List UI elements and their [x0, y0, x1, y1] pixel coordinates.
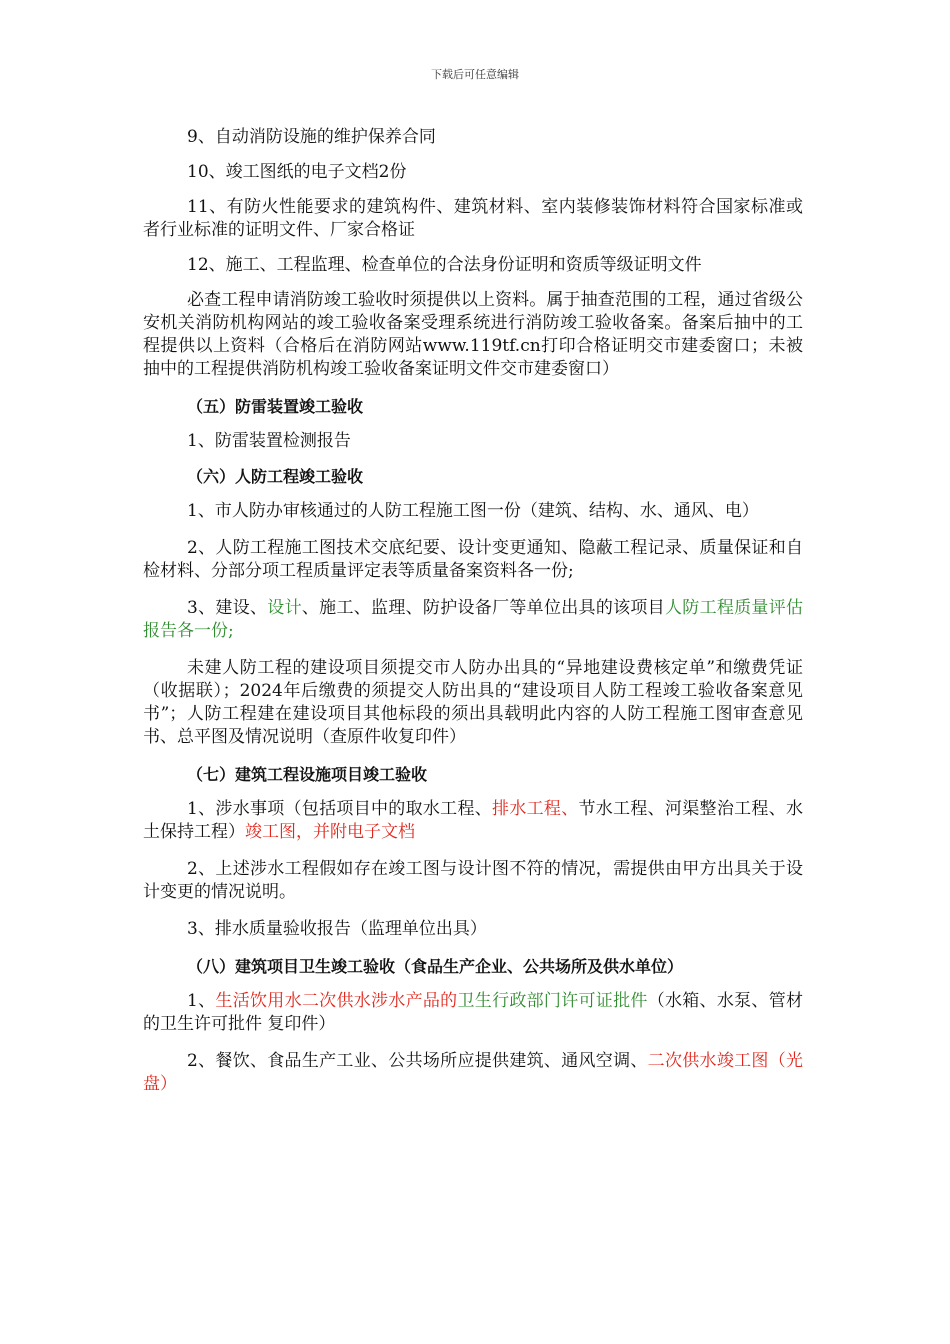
- document-body: [143, 126, 803, 1110]
- civil-defense-item-3-part-c: 、施工、监理、防护设备厂等单位出具的该项目: [301, 598, 665, 618]
- hygiene-item-2: [143, 1050, 803, 1096]
- facilities-item-3: 3、排水质量验收报告（监理单位出具）: [187, 919, 487, 939]
- hygiene-item-1-water: 生活饮用水二次供水涉水产品的: [215, 991, 458, 1011]
- fire-item-9: 9、自动消防设施的维护保养合同: [187, 127, 436, 147]
- lightning-heading: （五）防雷装置竣工验收: [187, 397, 364, 416]
- fire-item-12: 12、施工、工程监理、检查单位的合法身份证明和资质等级证明文件: [187, 255, 702, 275]
- hygiene-item-1: [143, 990, 803, 1036]
- hygiene-item-2-part-a: 2、餐饮、食品生产工业、公共场所应提供建筑、通风空调、: [187, 1051, 648, 1071]
- civil-defense-item-3: [143, 597, 803, 643]
- civil-defense-heading: （六）人防工程竣工验收: [187, 467, 364, 486]
- facilities-item-1-drainage: 排水工程、: [492, 799, 579, 819]
- facilities-heading: （七）建筑工程设施项目竣工验收: [187, 765, 428, 784]
- lightning-item-1: 1、防雷装置检测报告: [187, 431, 351, 451]
- civil-defense-item-3-report: 人防工程质量评估报告各一份;: [143, 598, 804, 641]
- facilities-item-1-part-c: 节水工程、河渠整治工程、水土保持工程）: [143, 799, 803, 842]
- civil-defense-item-3-design: 设计: [267, 598, 302, 618]
- page-header: 下载后可任意编辑: [431, 68, 519, 81]
- fire-item-10: 10、竣工图纸的电子文档2份: [187, 162, 407, 182]
- civil-defense-item-2: 2、人防工程施工图技术交底纪要、设计变更通知、隐蔽工程记录、质量保证和自检材料、分部分项工程质量评定表等质量备案资料各一份;: [143, 538, 803, 581]
- civil-defense-item-1: 1、市人防办审核通过的人防工程施工图一份（建筑、结构、水、通风、电）: [187, 501, 759, 521]
- hygiene-item-1-part-d: （水箱、水泵、管材的卫生许可批件 复印件）: [143, 991, 804, 1034]
- civil-defense-item-3-part-a: 3、建设、: [187, 598, 268, 618]
- hygiene-item-1-permit: 卫生行政部门许可证批件: [457, 991, 648, 1011]
- hygiene-item-1-part-a: 1、: [187, 991, 216, 1011]
- civil-defense-note: 未建人防工程的建设项目须提交市人防办出具的“异地建设费核定单”和缴费凭证（收据联）；2024年后缴费的须提交人防出具的“建设项目人防工程竣工验收备案意见书”；人防工程建在建设项目其他标段的须出具载明此内容的人防工程施工图审查意见书、总平图及情况说明（查原件收复印件）: [143, 658, 803, 747]
- hygiene-item-2-drawings: 二次供水竣工图（光盘）: [143, 1051, 803, 1094]
- facilities-item-1-drawings: 竣工图，并附电子文档: [245, 822, 415, 842]
- facilities-item-1-part-a: 1、涉水事项（包括项目中的取水工程、: [187, 799, 493, 819]
- hygiene-heading: （八）建筑项目卫生竣工验收（食品生产企业、公共场所及供水单位）: [187, 957, 684, 976]
- facilities-item-1: [143, 798, 803, 844]
- facilities-item-2: 2、上述涉水工程假如存在竣工图与设计图不符的情况，需提供由甲方出具关于设计变更的情况说明。: [143, 859, 803, 902]
- fire-item-11: 11、有防火性能要求的建筑构件、建筑材料、室内装修装饰材料符合国家标准或者行业标准的证明文件、厂家合格证: [143, 197, 803, 240]
- fire-note: 必查工程申请消防竣工验收时须提供以上资料。属于抽查范围的工程，通过省级公安机关消防机构网站的竣工验收备案受理系统进行消防竣工验收备案。备案后抽中的工程提供以上资料（合格后在消防网站www.119tf.cn打印合格证明交市建委窗口；未被抽中的工程提供消防机构竣工验收备案证明文件交市建委窗口）: [143, 290, 803, 379]
